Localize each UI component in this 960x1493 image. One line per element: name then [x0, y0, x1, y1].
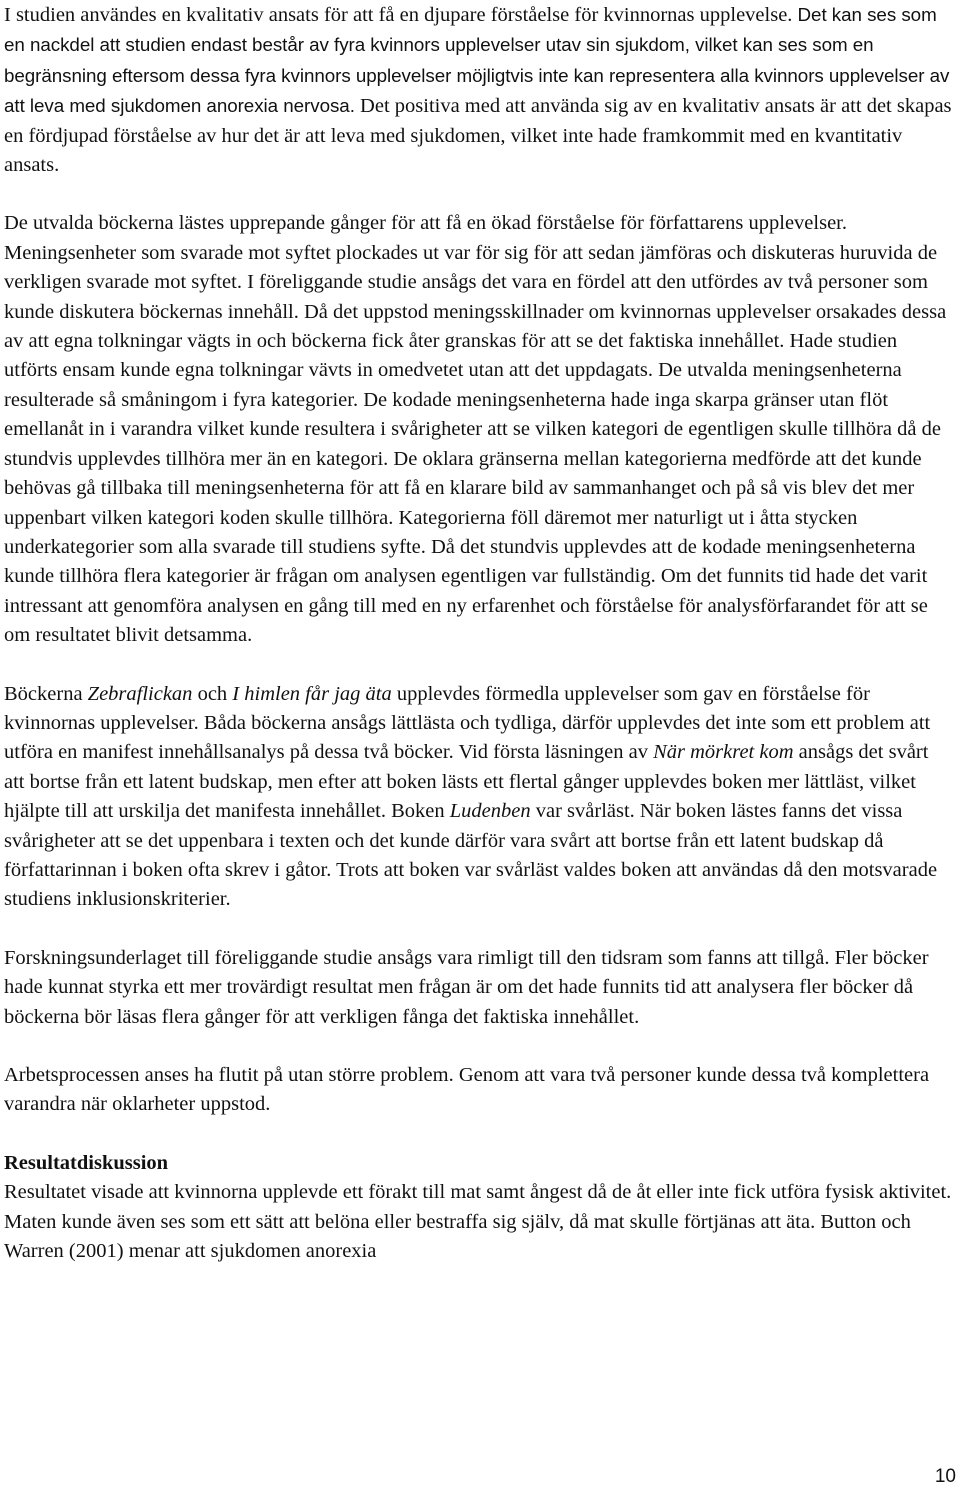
- paragraph-books: [4, 680, 954, 915]
- paragraph-text: upplevdes förmedla upplevelser som gav en förståelse för kvinnornas upplevelser. Båda böckerna ansågs lättlästa och tydliga, därför upplevdes det inte som ett problem att utföra en manifest innehållsanalys på dessa två böcker. Vid första läsningen av: [4, 682, 931, 764]
- paragraph-spacer: [4, 651, 954, 680]
- paragraph-text: Böckerna: [4, 682, 88, 705]
- paragraph-text: Det positiva med att använda sig av en kvalitativ ansats är att det skapas en fördjupad förståelse av hur det är att leva med sjukdomen, vilket inte hade framkommit med en kvantitativ ansats.: [4, 95, 952, 177]
- book-title: I himlen får jag äta: [232, 682, 392, 705]
- paragraph-text: var svårläst. När boken lästes fanns det vissa svårigheter att se det uppenbara i texten och det kunde därför vara svårt att bortse från ett latent budskap då författarinnan i boken ofta skrev i gåtor. Trots att boken var svårläst valdes boken att användas då den motsvarade studiens inklusionskriterier.: [4, 800, 938, 911]
- paragraph-text: ansågs det svårt att bortse från ett latent budskap, men efter att boken lästs ett flertal gånger upplevdes boken mer lättläst, vilket hjälpte till att urskilja det manifesta innehållet. Boken: [4, 741, 929, 823]
- paragraph-research-basis: Forskningsunderlaget till föreliggande studie ansågs vara rimligt till den tidsram som fanns att tillgå. Fler böcker hade kunnat styrka ett mer trovärdigt resultat men frågan är om det hade funnits tid att analysera fler böcker då böckerna bör läsas flera gånger för att verkligen fånga det faktiska innehållet.: [4, 946, 929, 1028]
- paragraph-text-sans: Det kan ses som en nackdel att studien endast består av fyra kvinnors upplevelser utav sin sjukdom, vilket kan ses som en begränsning eftersom dessa fyra kvinnors upplevelser möjligtvis inte kan representera alla kvinnors upplevelser av att leva med sjukdomen anorexia nervosa.: [4, 4, 950, 117]
- paragraph-result-discussion: Resultatet visade att kvinnorna upplevde ett förakt till mat samt ångest då de åt eller inte fick utföra fysisk aktivitet. Maten kunde även ses som ett sätt att belöna eller bestraffa sig själv, då mat skulle förtjänas att äta. Button och Warren (2001) menar att sjukdomen anorexia: [4, 1181, 952, 1263]
- page-number: 10: [934, 1466, 956, 1487]
- paragraph-spacer: [4, 1032, 954, 1061]
- paragraph-text: och: [192, 682, 233, 705]
- paragraph-text: I studien användes en kvalitativ ansats för att få en djupare förståelse för kvinnornas upplevelse.: [4, 4, 798, 26]
- paragraph-spacer: [4, 1120, 954, 1149]
- document-page: [4, 0, 954, 1266]
- paragraph-analysis: De utvalda böckerna lästes upprepande gånger för att få en ökad förståelse för författarens upplevelser. Meningsenheter som svarade mot syftet plockades ut var för sig för att sedan jämföras och diskuteras huruvida de verkligen svarade mot syftet. I föreliggande studie ansågs det vara en fördel att den utfördes av två personer som kunde diskutera böckernas innehåll. Då det uppstod meningsskillnader om kvinnornas upplevelser orsakades dessa av att egna tolkningar vägts in och böckerna fick åter granskas för att se det faktiska innehållet. Hade studien utförts ensam kunde egna tolkningar vävts in omedvetet utan att det uppdagats. De utvalda meningsenheterna resulterade så småningom i fyra kategorier. De kodade meningsenheterna hade inga skarpa gränser utan flöt emellanåt in i varandra vilket kunde resultera i svårigheter att se vilken kategori de egentligen skulle tillhöra då de stundvis upplevdes tillhöra mer än en kategori. De oklara gränserna mellan kategorierna medförde att det kunde behövas gå tillbaka till meningsenheterna för att få en klarare bild av sammanhanget och på så vis blev det mer uppenbart vilken kategori koden skulle tillhöra. Kategorierna föll däremot mer naturligt ut i åtta stycken underkategorier som alla svarade till studiens syfte. Då det stundvis upplevdes att de kodade meningsenheterna kunde tillhöra flera kategorier är frågan om analysen egentligen var fullständig. Om det funnits tid hade det varit intressant att genomföra analysen en gång till med en ny erfarenhet och förståelse för analysförfarandet för att se om resultatet blivit detsamma.: [4, 212, 947, 647]
- paragraph-study-approach: [4, 0, 954, 180]
- section-heading: Resultatdiskussion: [4, 1151, 169, 1174]
- paragraph-work-process: Arbetsprocessen anses ha flutit på utan större problem. Genom att vara två personer kunde dessa två komplettera varandra när oklarheter uppstod.: [4, 1064, 930, 1116]
- book-title: Ludenben: [449, 800, 531, 823]
- book-title: Zebraflickan: [87, 682, 193, 705]
- paragraph-spacer: [4, 915, 954, 944]
- book-title: När mörkret kom: [653, 741, 794, 764]
- paragraph-spacer: [4, 180, 954, 209]
